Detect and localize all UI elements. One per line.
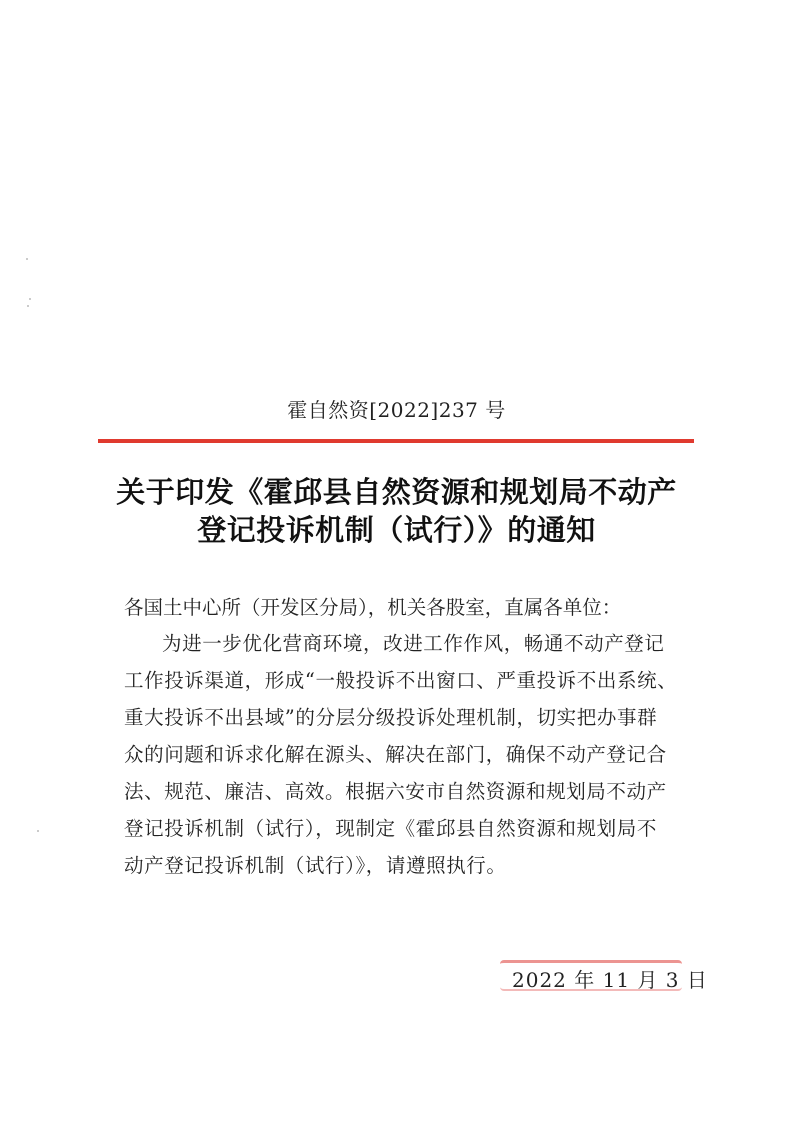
document-number: 霍自然资[2022]237 号 [287, 398, 506, 422]
body-line-6: 登记投诉机制（试行），现制定《霍邱县自然资源和规划局不 [124, 817, 657, 840]
scan-speck [27, 305, 29, 307]
date-with-seal [500, 958, 708, 992]
body-line-3: 重大投诉不出县域”的分层分级投诉处理机制，切实把办事群 [124, 706, 658, 729]
salutation: 各国土中心所（开发区分局），机关各股室，直属各单位： [124, 596, 622, 619]
issue-date: 2022 年 11 月 3 日 [512, 968, 708, 992]
body-line-4: 众的问题和诉求化解在源头、解决在部门，确保不动产登记合 [124, 743, 667, 766]
body-line-7: 动产登记投诉机制（试行）》，请遵照执行。 [124, 854, 507, 877]
title-line-1: 关于印发《霍邱县自然资源和规划局不动产 [116, 475, 677, 509]
body-line-1: 为进一步优化营商环境，改进工作作风，畅通不动产登记 [162, 632, 665, 655]
body-line-5: 法、规范、廉洁、高效。根据六安市自然资源和规划局不动产 [124, 780, 667, 803]
body-line-2: 工作投诉渠道，形成“一般投诉不出窗口、严重投诉不出系统、 [124, 669, 678, 692]
scan-speck [29, 298, 31, 300]
scan-speck [26, 258, 28, 260]
red-header-rule [98, 439, 694, 443]
title-line-2: 登记投诉机制（试行）》的通知 [197, 513, 596, 547]
scan-speck [37, 830, 39, 832]
